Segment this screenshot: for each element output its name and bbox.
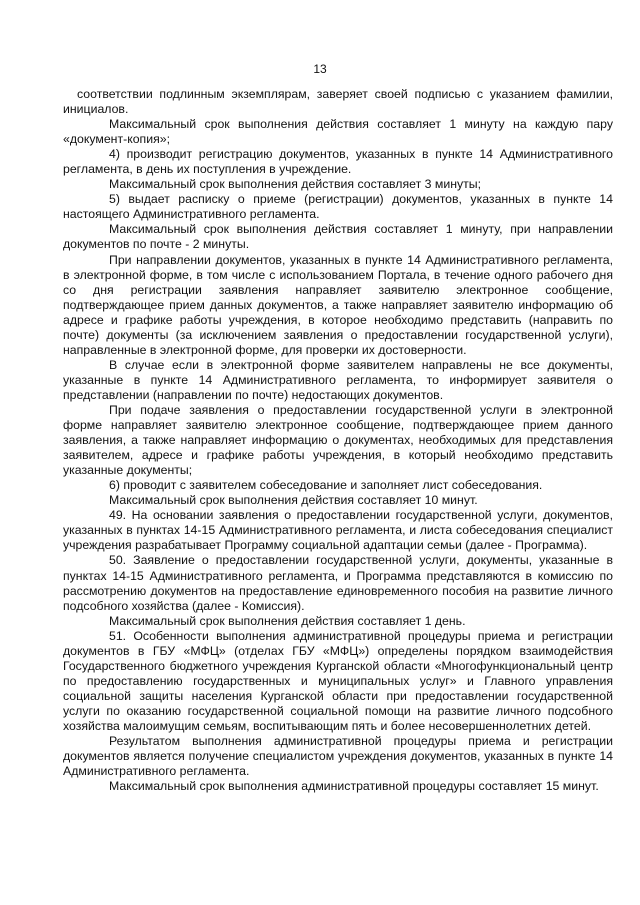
paragraph: При подаче заявления о предоставлении государственной услуги в электронной форме направляет заявителю электронное сообщение, подтверждающее прием данного заявления, а также направляет информацию о документах, необходимых для представления заявителем, адресе и графике работы учреждения, в который необходимо представить указанные документы; <box>63 402 613 478</box>
paragraph: 50. Заявление о предоставлении государственной услуги, документы, указанные в пунктах 14-15 Административного регламента, и Программа представляются в комиссию по рассмотрению документов на предоставление единовременного пособия на развитие личного подсобного хозяйства (далее - Комиссия). <box>63 553 613 613</box>
page-number: 13 <box>313 62 327 76</box>
document-body <box>63 87 613 794</box>
paragraph: Максимальный срок выполнения действия составляет 3 минуты; <box>109 177 482 192</box>
paragraph: 5) выдает расписку о приеме (регистрации) документов, указанных в пункте 14 настоящего Административного регламента. <box>63 192 613 222</box>
paragraph: 51. Особенности выполнения административной процедуры приема и регистрации документов в ГБУ «МФЦ» (отделах ГБУ «МФЦ») определены порядком взаимодействия Государственного бюджетного учреждения Курганской области «Многофункциональный центр по предоставлению государственных и муниципальных услуг» и Главного управления социальной защиты населения Курганской области при предоставлении государственной услуги по оказанию государственной социальной помощи на развитие личного подсобного хозяйства малоимущим семьям, воспитывающим пять и более несовершеннолетних детей. <box>63 628 613 733</box>
paragraph: 6) проводит с заявителем собеседование и заполняет лист собеседования. <box>109 478 543 493</box>
paragraph: соответствии подлинным экземплярам, заверяет своей подписью с указанием фамилии, инициалов. <box>63 87 613 117</box>
paragraph: 49. На основании заявления о предоставлении государственной услуги, документов, указанных в пунктах 14-15 Административного регламента, и листа собеседования специалист учреждения разрабатывает Программу социальной адаптации семьи (далее - Программа). <box>63 508 613 553</box>
paragraph: Результатом выполнения административной процедуры приема и регистрации документов является получение специалистом учреждения документов, указанных в пункте 14 Административного регламента. <box>63 734 613 779</box>
paragraph: Максимальный срок выполнения действия составляет 1 минуту, при направлении документов по почте - 2 минуты. <box>63 222 613 252</box>
paragraph: Максимальный срок выполнения административной процедуры составляет 15 минут. <box>109 779 599 794</box>
paragraph: 4) производит регистрацию документов, указанных в пункте 14 Административного регламента, в день их поступления в учреждение. <box>63 147 613 177</box>
paragraph: Максимальный срок выполнения действия составляет 1 день. <box>109 613 466 628</box>
paragraph: Максимальный срок выполнения действия составляет 10 минут. <box>109 493 478 508</box>
paragraph: В случае если в электронной форме заявителем направлены не все документы, указанные в пункте 14 Административного регламента, то информирует заявителя о представлении (направлении по почте) недостающих документов. <box>63 357 613 402</box>
paragraph: При направлении документов, указанных в пункте 14 Административного регламента, в электронной форме, в том числе с использованием Портала, в течение одного рабочего дня со дня регистрации заявления направляет заявителю электронное сообщение, подтверждающее прием данных документов, а также направляет заявителю информацию об адресе и графике работы учреждения, в которое необходимо представить (направить по почте) документы (за исключением заявления о предоставлении государственной услуги), направленные в электронной форме, для проверки их достоверности. <box>63 252 613 357</box>
paragraph: Максимальный срок выполнения действия составляет 1 минуту на каждую пару «документ-копия»; <box>63 117 613 147</box>
